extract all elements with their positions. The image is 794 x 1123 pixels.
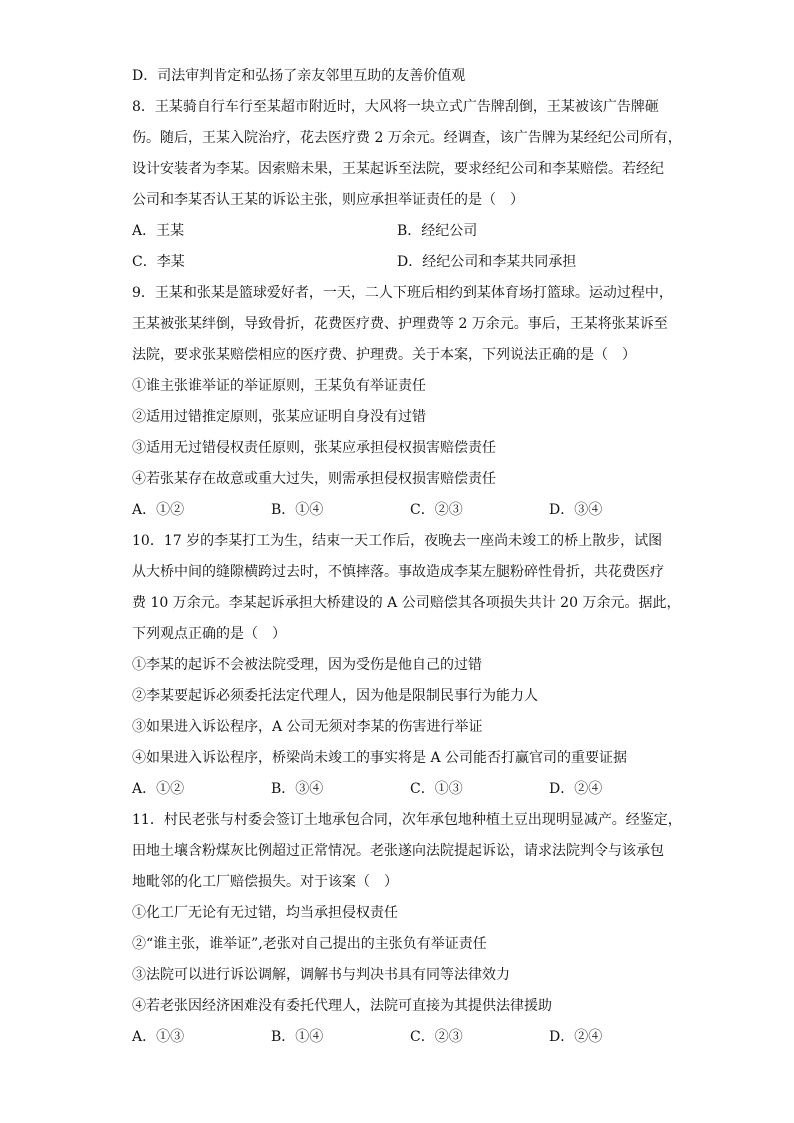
question-stem-line: 8．王某骑自行车行至某超市附近时，大风将一块立式广告牌刮倒，王某被该广告牌砸: [132, 99, 659, 115]
question-stem-line: 10．17 岁的李某打工为生，结束一天工作后，夜晚去一座尚未竣工的桥上散步，试图: [132, 533, 663, 549]
question-stem-line: 法院，要求张某赔偿相应的医疗费、护理费。关于本案，下列说法正确的是（ ）: [132, 347, 636, 363]
option-d: D．②④: [549, 1029, 603, 1045]
statement-3: ③如果进入诉讼程序，A 公司无须对李某的伤害进行举证: [132, 719, 483, 735]
statement-2: ②适用过错推定原则，张某应证明自身没有过错: [132, 409, 426, 425]
question-stem-line: 设计安装者为李某。因索赔未果，王某起诉至法院，要求经纪公司和李某赔偿。若经纪: [132, 161, 664, 177]
statement-1: ①谁主张谁举证的举证原则，王某负有举证责任: [132, 378, 426, 394]
option-c: C．②③: [410, 502, 463, 518]
answer-options-row: [132, 495, 662, 526]
answer-options-row: [132, 1022, 662, 1053]
question-8: [132, 92, 682, 278]
statement-4: ④若张某存在故意或重大过失，则需承担侵权损害赔偿责任: [132, 471, 496, 487]
option-d: D．③④: [549, 502, 603, 518]
option-c: C．②③: [410, 1029, 463, 1045]
answer-options-row: [132, 216, 662, 247]
question-stem-line: 下列观点正确的是（ ）: [132, 626, 286, 642]
option-a: A．①③: [132, 1029, 185, 1045]
question-stem-line: 从大桥中间的缝隙横跨过去时，不慎摔落。事故造成李某左腿粉碎性骨折，共花费医疗: [132, 564, 664, 580]
option-a: A．①②: [132, 781, 185, 797]
option-c: C．①③: [410, 781, 463, 797]
question-9: [132, 278, 673, 526]
statement-1: ①化工厂无论有无过错，均当承担侵权责任: [132, 905, 398, 921]
option-c: C．李某: [132, 254, 185, 270]
statement-4: ④若老张因经济困难没有委托代理人，法院可直接为其提供法律援助: [132, 998, 552, 1014]
statement-2: ②李某要起诉必须委托法定代理人，因为他是限制民事行为能力人: [132, 688, 538, 704]
option-d: D．经纪公司和李某共同承担: [397, 254, 577, 270]
statement-1: ①李某的起诉不会被法院受理，因为受伤是他自己的过错: [132, 657, 482, 673]
question-stem-line: 地毗邻的化工厂赔偿损失。对于该案（ ）: [132, 874, 398, 890]
option-b: B．经纪公司: [397, 223, 478, 239]
option-a: A．①②: [132, 502, 185, 518]
option-b: B．③④: [271, 781, 324, 797]
option-a: A．王某: [132, 223, 185, 239]
statement-3: ③法院可以进行诉讼调解，调解书与判决书具有同等法律效力: [132, 967, 510, 983]
question-stem-line: 伤。随后，王某入院治疗，花去医疗费 2 万余元。经调查，该广告牌为某经纪公司所有，: [132, 130, 682, 146]
question-10: [132, 526, 681, 805]
option-d: D．②④: [549, 781, 603, 797]
answer-options-row: [132, 774, 662, 805]
question-stem-line: 11．村民老张与村委会签订土地承包合同，次年承包地种植土豆出现明显减产。经鉴定，: [132, 812, 682, 828]
option-b: B．①④: [271, 1029, 324, 1045]
statement-2: ②“谁主张，谁举证”,老张对自己提出的主张负有举证责任: [132, 936, 487, 952]
statement-4: ④如果进入诉讼程序，桥梁尚未竣工的事实将是 A 公司能否打赢官司的重要证据: [132, 750, 628, 766]
question-stem-line: 田地土壤含粉煤灰比例超过正常情况。老张遂向法院提起诉讼，请求法院判令与该承包: [132, 843, 664, 859]
question-stem-line: 公司和李某否认王某的诉讼主张，则应承担举证责任的是（ ）: [132, 192, 524, 208]
question-content: [132, 61, 682, 1053]
question-11: [132, 805, 682, 1053]
question-stem-line: 9．王某和张某是篮球爱好者，一天，二人下班后相约到某体育场打篮球。运动过程中，: [132, 285, 673, 301]
question-stem-line: 王某被张某绊倒，导致骨折，花费医疗费、护理费等 2 万余元。事后，王某将张某诉至: [132, 316, 668, 332]
statement-3: ③适用无过错侵权责任原则，张某应承担侵权损害赔偿责任: [132, 440, 496, 456]
previous-option-d: D．司法审判肯定和弘扬了亲友邻里互助的友善价值观: [132, 68, 466, 84]
answer-options-row: [132, 247, 662, 278]
question-stem-line: 费 10 万余元。李某起诉承担大桥建设的 A 公司赔偿其各项损失共计 20 万余元。据此，: [132, 595, 681, 611]
option-b: B．①④: [271, 502, 324, 518]
